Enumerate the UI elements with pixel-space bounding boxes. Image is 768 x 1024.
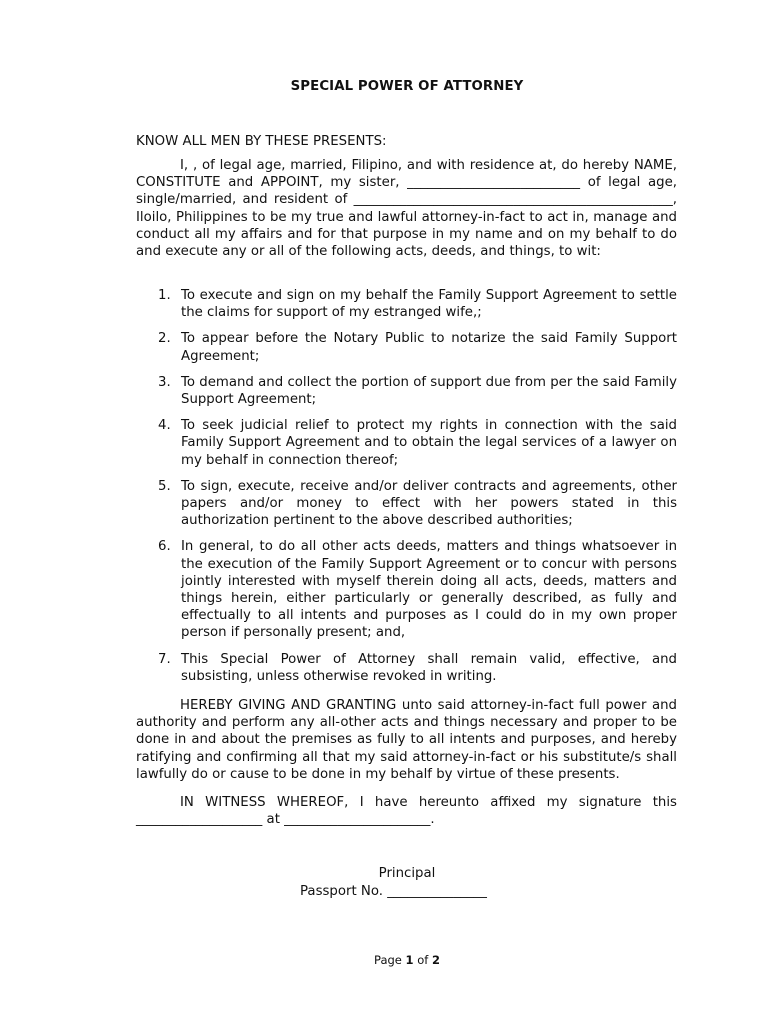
opening-paragraph: I, , of legal age, married, Filipino, and with residence at, do hereby NAME, CONSTITUTE and APPOINT, my sister, __________________________ of legal age, single/married, and resident of ________________________________________________, Iloilo, Philippines to be my true and lawful attorney-in-fact to act in, manage and conduct all my affairs and for that purpose in my name and on my behalf to do and execute any or all of the following acts, deeds, and things, to wit: — [136, 158, 677, 260]
list-item-text: This Special Power of Attorney shall remain valid, effective, and subsisting, unless otherwise revoked in writing. — [181, 651, 677, 684]
list-item-number: 5. — [158, 478, 171, 494]
list-item — [136, 651, 677, 685]
list-item — [136, 538, 677, 641]
list-item-number: 4. — [158, 418, 171, 434]
list-item-text: To seek judicial relief to protect my rights in connection with the said Family Support Agreement and to obtain the legal services of a lawyer on my behalf in connection thereof; — [181, 418, 677, 468]
page-word: Page — [374, 953, 402, 967]
list-item-text: To appear before the Notary Public to notarize the said Family Support Agreement; — [181, 331, 677, 364]
powers-list — [136, 287, 677, 694]
list-item — [136, 417, 677, 469]
list-item-text: To sign, execute, receive and/or deliver contracts and agreements, other papers and/or money to effect with her powers stated in this authorization pertinent to the above described authorities; — [181, 478, 677, 529]
list-item-text: In general, to do all other acts deeds, matters and things whatsoever in the execution of the Family Support Agreement or to concur with persons jointly interested with myself therein doing all acts, deeds, matters and things herein, either particularly or generally described, as fully and effectually to all intents and purposes as I could do in my own proper person if personally present; and, — [181, 539, 677, 641]
list-item-number: 3. — [158, 374, 171, 390]
document-title: SPECIAL POWER OF ATTORNEY — [290, 79, 524, 94]
page-total: 2 — [431, 953, 440, 967]
principal-label: Principal — [378, 866, 436, 881]
salutation: KNOW ALL MEN BY THESE PRESENTS: — [136, 134, 387, 149]
witness-paragraph: IN WITNESS WHEREOF, I have hereunto affixed my signature this ___________________ at ______________________. — [136, 795, 677, 828]
page-of: of — [417, 953, 429, 967]
list-item — [136, 330, 677, 364]
list-item — [136, 478, 677, 530]
granting-paragraph: HEREBY GIVING AND GRANTING unto said attorney-in-fact full power and authority and perform any all-other acts and things necessary and proper to be done in and about the premises as fully to all intents and purposes, and hereby ratifying and confirming all that my said attorney-in-fact or his substitute/s shall lawfully do or cause to be done in my behalf by virtue of these presents. — [136, 698, 677, 782]
page-current: 1 — [405, 953, 414, 967]
list-item — [136, 374, 677, 408]
page-footer — [0, 953, 768, 967]
list-item — [136, 287, 677, 321]
list-item-number: 1. — [158, 288, 171, 303]
signature-block — [300, 865, 514, 900]
list-item-text: To execute and sign on my behalf the Family Support Agreement to settle the claims for support of my estranged wife,; — [181, 288, 677, 321]
list-item-number: 6. — [158, 539, 171, 555]
list-item-text: To demand and collect the portion of support due from per the said Family Support Agreement; — [181, 374, 677, 408]
list-item-number: 2. — [158, 331, 171, 347]
list-item-number: 7. — [158, 651, 171, 667]
passport-label: Passport No. _______________ — [300, 883, 487, 899]
